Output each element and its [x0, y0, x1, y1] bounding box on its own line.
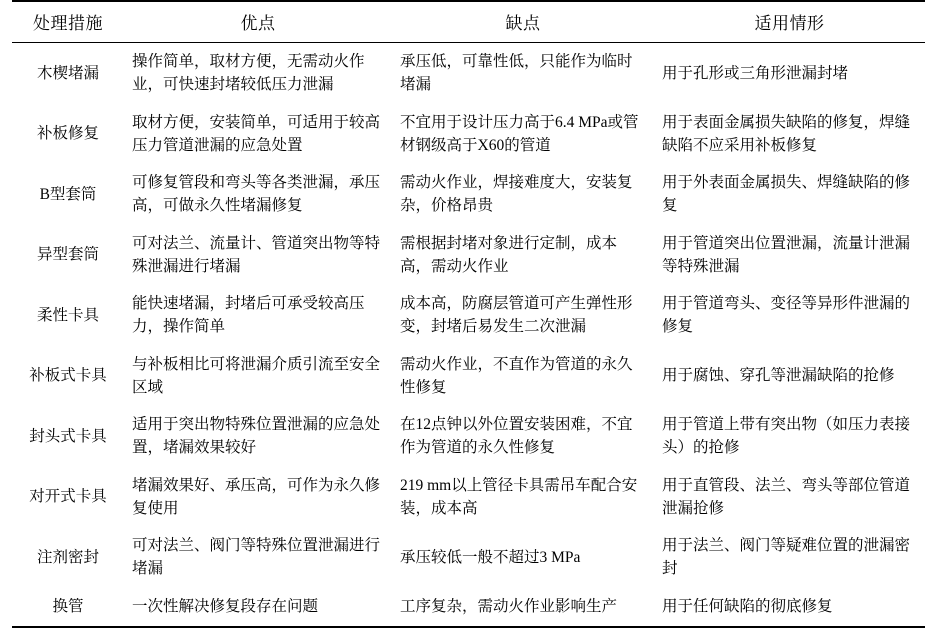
- cell-measure: 对开式卡具: [29, 488, 107, 506]
- cell-cons: 需动火作业，不直作为管道的永久性修复: [400, 355, 633, 396]
- cell-cons: 219 mm以上管径卡具需吊车配合安装，成本高: [400, 476, 638, 517]
- column-header-cons: 缺点: [392, 1, 654, 43]
- table-header: [12, 1, 925, 43]
- cell-usage: 用于任何缺陷的彻底修复: [654, 588, 925, 627]
- cell-cons: 成本高，防腐层管道可产生弹性形变，封堵后易发生二次泄漏: [400, 295, 633, 336]
- table-row: [12, 346, 925, 407]
- cell-cons: 承压较低一般不超过3 MPa: [400, 548, 581, 566]
- cell-measure: 异型套筒: [36, 246, 99, 264]
- table-row: [12, 406, 925, 467]
- table-row: [12, 467, 925, 528]
- column-header-measure: 处理措施: [12, 1, 124, 43]
- repair-measures-table: [12, 0, 925, 628]
- table-row: [12, 104, 925, 165]
- cell-measure: 补板修复: [36, 125, 99, 143]
- cell-pros: 可对法兰、流量计、管道突出物等特殊泄漏进行堵漏: [132, 234, 381, 275]
- cell-measure: 换管: [12, 588, 124, 627]
- cell-pros: 能快速堵漏，封堵后可承受较高压力，操作简单: [132, 295, 365, 336]
- cell-measure: 封头式卡具: [29, 427, 107, 445]
- cell-pros: 堵漏效果好、承压高，可作为永久修复使用: [132, 476, 381, 517]
- cell-usage: 用于腐蚀、穿孔等泄漏缺陷的抢修: [662, 367, 895, 385]
- cell-measure: 补板式卡具: [29, 367, 107, 385]
- cell-usage: 用于孔形或三角形泄漏封堵: [662, 64, 849, 82]
- cell-cons: 在12点钟以外位置安装困难，不宜作为管道的永久性修复: [400, 416, 633, 457]
- cell-pros: 与补板相比可将泄漏介质引流至安全区域: [132, 355, 381, 396]
- cell-measure: 注剂密封: [36, 548, 99, 566]
- table-body: [12, 43, 925, 627]
- table-header-row: [12, 1, 925, 43]
- cell-usage: 用于管道上带有突出物（如压力表接头）的抢修: [662, 416, 911, 457]
- cell-pros: 一次性解决修复段存在问题: [124, 588, 392, 627]
- cell-pros: 可对法兰、阀门等特殊位置泄漏进行堵漏: [132, 537, 381, 578]
- cell-cons: 承压低，可靠性低，只能作为临时堵漏: [400, 53, 633, 94]
- cell-usage: 用于管道突出位置泄漏，流量计泄漏等特殊泄漏: [662, 234, 911, 275]
- table-row: [12, 43, 925, 104]
- table-row: [12, 164, 925, 225]
- cell-pros: 适用于突出物特殊位置泄漏的应急处置，堵漏效果较好: [132, 416, 381, 457]
- cell-usage: 用于外表面金属损失、焊缝缺陷的修复: [662, 174, 911, 215]
- cell-measure: B型套筒: [39, 185, 97, 203]
- cell-usage: 用于表面金属损失缺陷的修复，焊缝缺陷不应采用补板修复: [662, 113, 911, 154]
- cell-usage: 用于直管段、法兰、弯头等部位管道泄漏抢修: [662, 476, 911, 517]
- cell-cons: 工序复杂，需动火作业影响生产: [392, 588, 654, 627]
- table-row: [12, 588, 925, 627]
- table-row: [12, 527, 925, 588]
- table-row: [12, 225, 925, 286]
- cell-measure: 木楔堵漏: [36, 64, 99, 82]
- cell-pros: 取材方便，安装简单，可适用于较高压力管道泄漏的应急处置: [132, 113, 381, 154]
- cell-usage: 用于管道弯头、变径等异形件泄漏的修复: [662, 295, 911, 336]
- cell-cons: 不宜用于设计压力高于6.4 MPa或管材钢级高于X60的管道: [400, 113, 639, 154]
- cell-measure: 柔性卡具: [36, 306, 99, 324]
- cell-cons: 需根据封堵对象进行定制，成本高，需动火作业: [400, 234, 618, 275]
- table-row: [12, 285, 925, 346]
- cell-cons: 需动火作业，焊接难度大，安装复杂，价格昂贵: [400, 174, 633, 215]
- column-header-usage: 适用情形: [654, 1, 925, 43]
- cell-pros: 可修复管段和弯头等各类泄漏，承压高，可做永久性堵漏修复: [132, 174, 381, 215]
- cell-pros: 操作简单，取材方便，无需动火作业，可快速封堵较低压力泄漏: [132, 53, 365, 94]
- cell-usage: 用于法兰、阀门等疑难位置的泄漏密封: [662, 537, 911, 578]
- column-header-pros: 优点: [124, 1, 392, 43]
